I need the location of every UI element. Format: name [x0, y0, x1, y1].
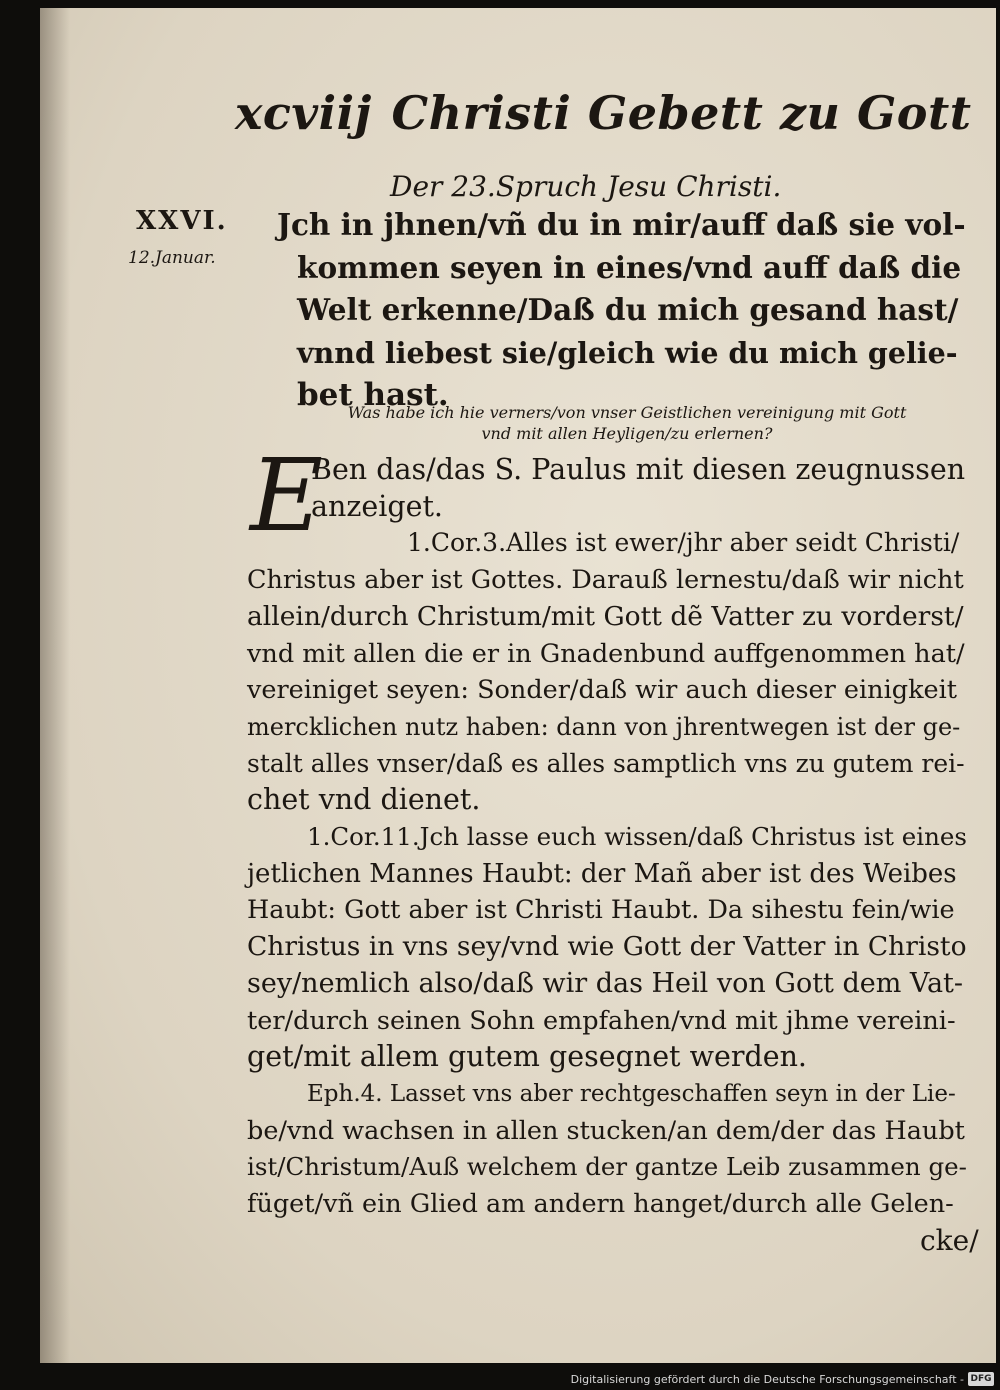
verse-block	[277, 204, 967, 417]
gutter-shadow	[40, 8, 70, 1363]
text-line: Haubt: Gott aber ist Christi Haubt. Da sihestu fein/wie	[247, 895, 955, 926]
catch-word: cke/	[920, 1224, 979, 1257]
text-line: ist/Christum/Auß welchem der gantze Leib zusammen ge-	[247, 1152, 967, 1182]
text-line: Ben das/das S. Paulus mit diesen zeugnussen	[311, 453, 966, 486]
text-line: get/mit allem gutem gesegnet werden.	[247, 1040, 807, 1074]
text-line: be/vnd wachsen in allen stucken/an dem/der das Haubt	[247, 1115, 965, 1146]
text-line: füget/vñ ein Glied am andern hanget/durch alle Gelen-	[247, 1189, 954, 1220]
text-line: vereiniget seyen: Sonder/daß wir auch dieser einigkeit	[247, 675, 958, 706]
folio-number: xcviij	[235, 86, 372, 140]
verse-line: Welt erkenne/Daß du mich gesand hast/	[297, 292, 959, 327]
text-line: 1.Cor.11.Jch lasse euch wissen/daß Christus ist eines	[307, 822, 967, 852]
verse-line: Jch in jhnen/vñ du in mir/auff daß sie vol-	[277, 207, 966, 242]
text-line: Eph.4. Lasset vns aber rechtgeschaffen seyn in der Lie-	[307, 1080, 956, 1107]
running-header	[235, 86, 975, 140]
text-line: sey/nemlich also/daß wir das Heil von Gott dem Vat-	[247, 967, 964, 999]
text-line: allein/durch Christum/mit Gott dẽ Vatter zu vorderst/	[247, 600, 964, 632]
text-line: jetlichen Mannes Haubt: der Mañ aber ist des Weibes	[247, 858, 957, 889]
margin-number: XXVI.	[136, 206, 228, 236]
drop-cap-initial: E	[250, 437, 323, 554]
text-line: Christus aber ist Gottes. Darauß lernestu/daß wir nicht	[247, 565, 964, 596]
text-line: mercklichen nutz haben: dann von jhrentwegen ist der ge-	[247, 712, 961, 741]
text-line: ter/durch seinen Sohn empfahen/vnd mit jhme vereini-	[247, 1005, 956, 1036]
book-page	[40, 8, 996, 1363]
text-line: Christus in vns sey/vnd wie Gott der Vatter in Christo	[247, 931, 967, 963]
text-line: anzeiget.	[311, 489, 443, 523]
question-line: vnd mit allen Heyligen/zu erlernen?	[481, 424, 773, 443]
verse-line: vnnd liebest sie/gleich wie du mich gelie-	[297, 335, 958, 370]
question-block	[287, 402, 967, 444]
digitization-credit: Digitalisierung gefördert durch die Deutsche Forschungsgemeinschaft -	[570, 1373, 964, 1386]
text-line: 1.Cor.3.Alles ist ewer/jhr aber seidt Christi/	[407, 528, 960, 558]
section-heading: Der 23.Spruch Jesu Christi.	[390, 170, 782, 203]
text-line: chet vnd dienet.	[247, 783, 481, 817]
text-line: stalt alles vnser/daß es alles samptlich vns zu gutem rei-	[247, 748, 965, 778]
running-title: Christi Gebett zu Gott	[391, 86, 972, 140]
question-line: Was habe ich hie verners/von vnser Geistlichen vereinigung mit Gott	[347, 403, 907, 422]
verse-line: kommen seyen in eines/vnd auff daß die	[297, 249, 962, 285]
margin-date: 12.Januar.	[128, 248, 216, 268]
dfg-logo: DFG	[968, 1372, 994, 1386]
text-line: vnd mit allen die er in Gnadenbund auffgenommen hat/	[247, 638, 965, 669]
body-text	[247, 452, 967, 1223]
verse-line: bet hast.	[297, 377, 449, 413]
